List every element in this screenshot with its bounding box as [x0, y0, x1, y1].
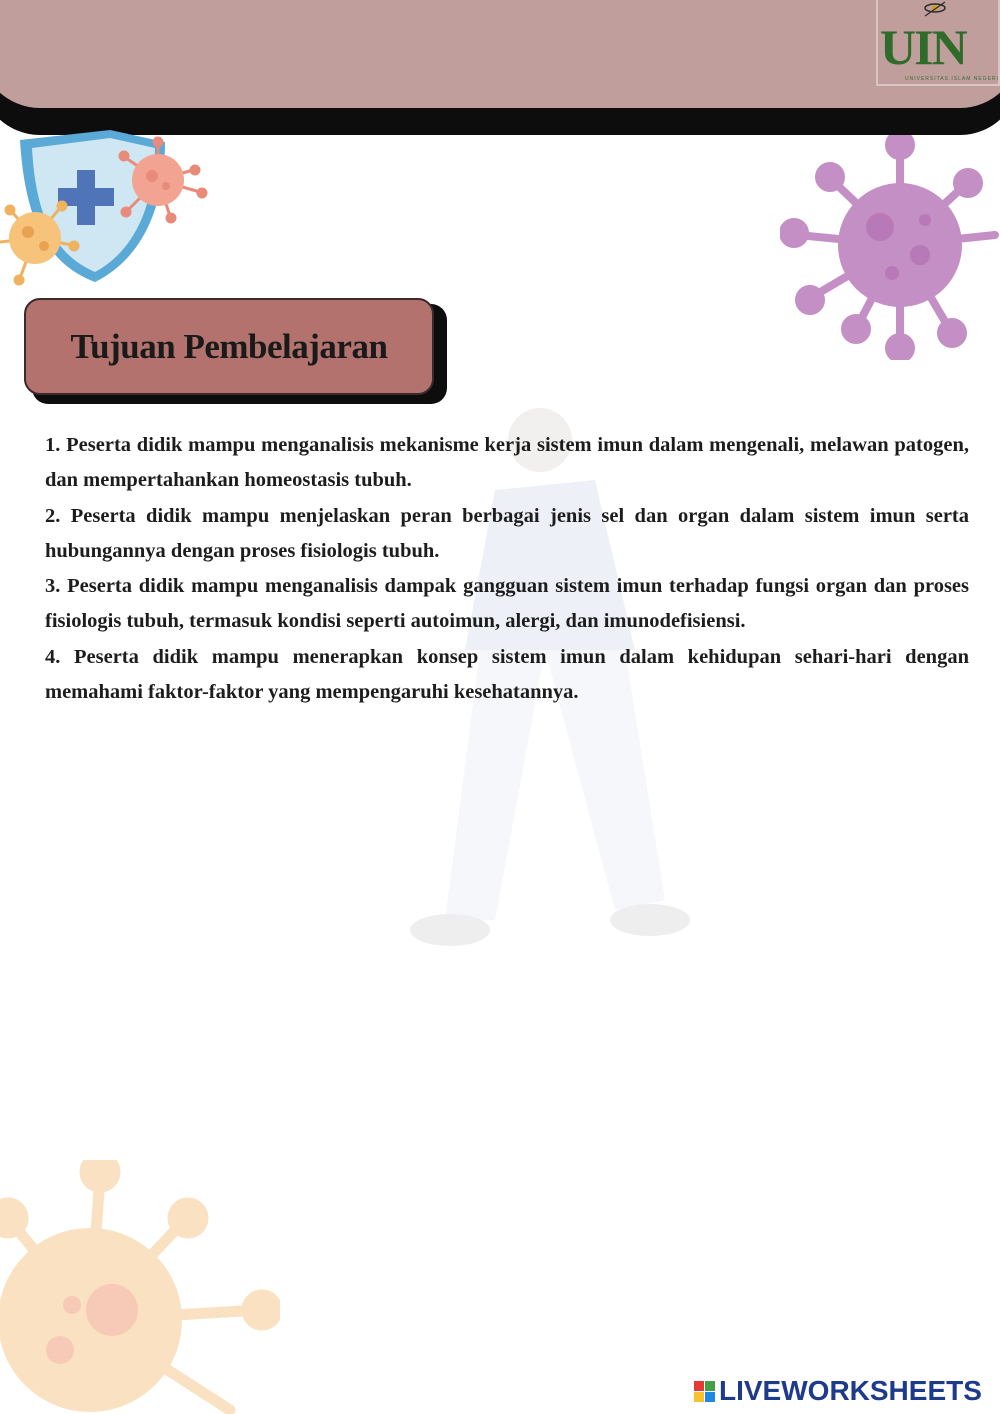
liveworksheets-brand[interactable] — [694, 1374, 982, 1408]
logo-caption: UNIVERSITAS ISLAM NEGERI — [905, 76, 999, 82]
section-title-box — [24, 298, 434, 395]
logo-text: UIN — [880, 19, 966, 75]
objective-item: 1. Peserta didik mampu menganalisis mekanisme kerja sistem imun dalam mengenali, melawan patogen, dan mempertahankan homeostasis tubuh. — [45, 434, 969, 492]
section-title: Tujuan Pembelajaran — [70, 326, 388, 366]
virus-icon — [780, 135, 1000, 360]
liveworksheets-logo-icon — [694, 1381, 715, 1402]
shield-plus-icon — [0, 130, 215, 290]
objective-item: 3. Peserta didik mampu menganalisis dampak gangguan sistem imun terhadap fungsi organ dan proses fisiologis tubuh, termasuk kondisi seperti autoimun, alergi, dan imunodefisiensi. — [45, 575, 969, 633]
header-banner — [0, 0, 1000, 108]
objective-item: 4. Peserta didik mampu menerapkan konsep sistem imun dalam kehidupan sehari-hari dengan memahami faktor-faktor yang mempengaruhi kesehatannya. — [45, 645, 969, 704]
virus-icon — [0, 1160, 280, 1414]
objective-item: 2. Peserta didik mampu menjelaskan peran berbagai jenis sel dan organ dalam sistem imun serta hubungannya dengan proses fisiologis tubuh. — [45, 504, 969, 562]
brand-text: LIVEWORKSHEETS — [719, 1375, 982, 1406]
objectives-list — [45, 428, 969, 710]
